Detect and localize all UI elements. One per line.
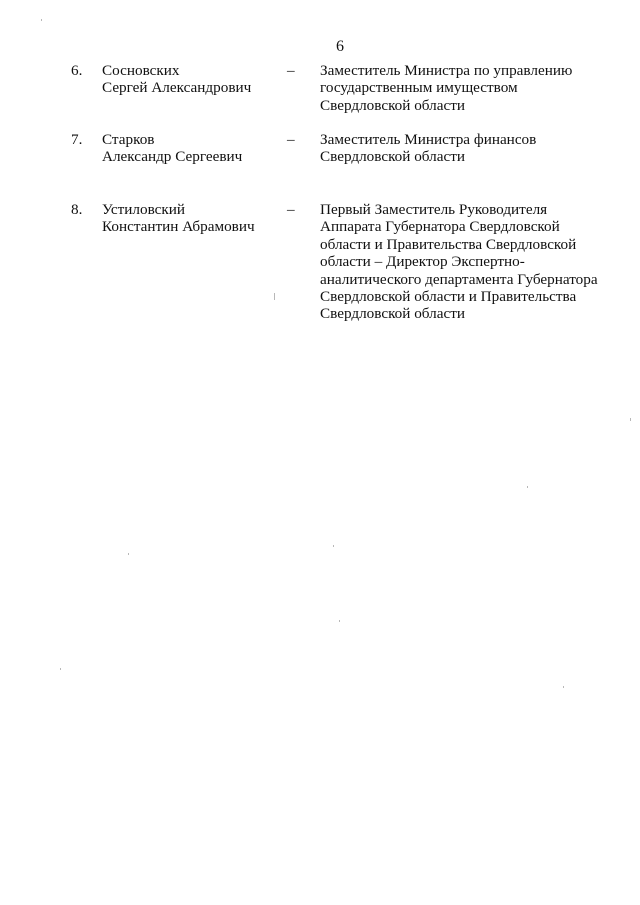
person-surname: Устиловский	[102, 201, 186, 218]
separator-dash: –	[287, 131, 295, 148]
scan-speck	[339, 620, 340, 622]
position-line: Свердловской области	[320, 96, 465, 114]
person-name	[102, 131, 282, 166]
position-line: Свердловской области	[320, 305, 465, 323]
position-line: области – Директор Экспертно-	[320, 253, 525, 271]
person-surname: Старков	[102, 131, 155, 148]
position-line: Первый Заместитель Руководителя	[320, 201, 548, 218]
separator-dash: –	[287, 201, 295, 218]
position-line: области и Правительства Свердловской	[320, 235, 577, 253]
position-title	[320, 201, 620, 323]
person-surname: Сосновских	[102, 62, 180, 79]
person-name	[102, 201, 282, 236]
separator-dash: –	[287, 62, 295, 79]
position-title	[320, 131, 620, 166]
scan-speck	[333, 545, 334, 547]
position-title	[320, 62, 620, 114]
entry-number: 7.	[71, 131, 83, 148]
position-line: Заместитель Министра финансов	[320, 131, 537, 148]
scan-speck	[527, 486, 528, 488]
entry-number: 6.	[71, 62, 83, 79]
position-line: Свердловской области и Правительства	[320, 288, 577, 306]
person-given-names: Константин Абрамович	[102, 218, 255, 236]
position-line: аналитического департамента Губернатора	[320, 270, 598, 288]
entry-number: 8.	[71, 201, 83, 218]
page-number: 6	[336, 38, 344, 55]
scan-speck	[563, 686, 564, 688]
position-line: Заместитель Министра по управлению	[320, 62, 573, 79]
position-line: государственным имуществом	[320, 79, 518, 97]
scan-speck	[274, 293, 275, 300]
position-line: Свердловской области	[320, 148, 465, 166]
person-given-names: Александр Сергеевич	[102, 148, 243, 166]
person-given-names: Сергей Александрович	[102, 79, 252, 97]
person-name	[102, 62, 282, 97]
scan-speck	[60, 668, 61, 670]
position-line: Аппарата Губернатора Свердловской	[320, 218, 560, 236]
scan-speck	[128, 553, 129, 555]
scan-speck	[630, 418, 631, 421]
scan-speck	[41, 19, 42, 21]
